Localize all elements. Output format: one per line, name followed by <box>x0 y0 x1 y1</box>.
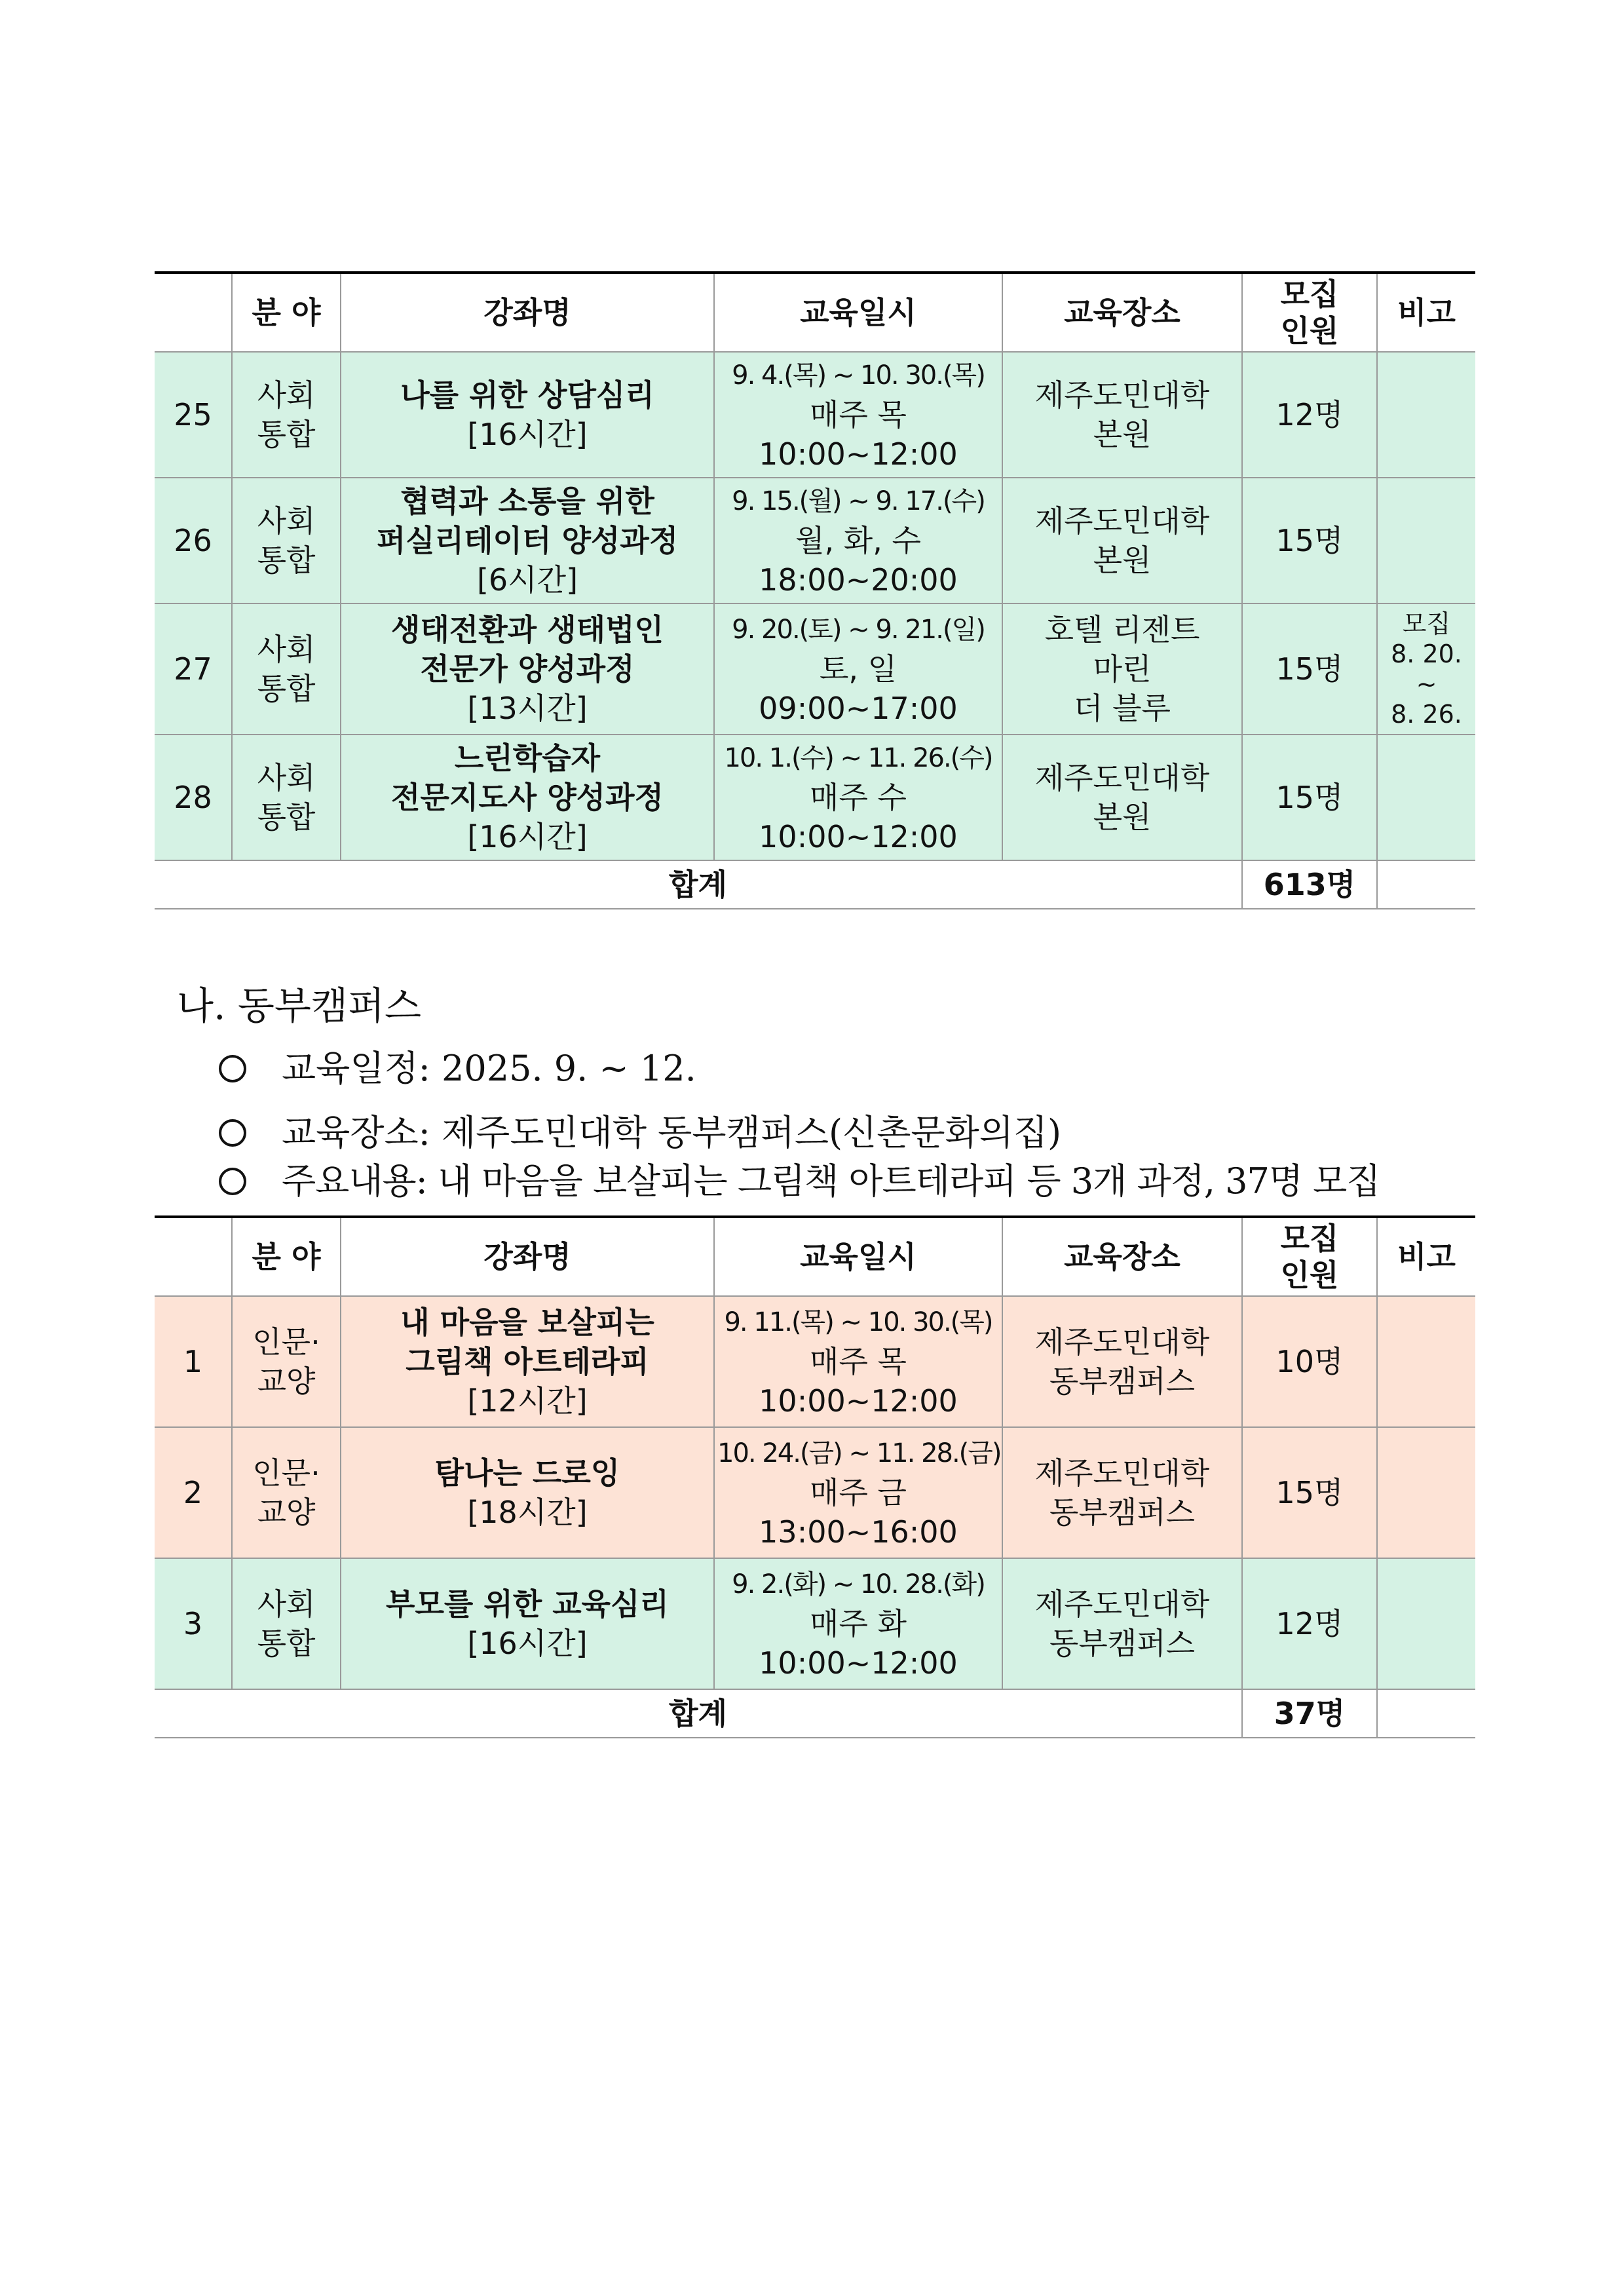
course-hours: [13시간] <box>467 691 588 726</box>
table-row <box>155 1558 1475 1689</box>
total-value: 613명 <box>1242 860 1377 909</box>
course-hours: [16시간] <box>467 819 588 854</box>
row-num: 28 <box>155 735 232 860</box>
table-row <box>155 478 1475 603</box>
course-hours: [18시간] <box>467 1495 588 1530</box>
header-course: 강좌명 <box>341 273 714 352</box>
header-field: 분 야 <box>232 1217 341 1296</box>
row-course <box>341 735 714 860</box>
total-note <box>1377 1689 1475 1738</box>
course-title: 부모를 위한 교육심리 <box>386 1586 669 1622</box>
row-place: 제주도민대학 동부캠퍼스 <box>1002 1558 1242 1689</box>
section-heading: 나. 동부캠퍼스 <box>177 984 422 1028</box>
table-row <box>155 352 1475 478</box>
row-field: 인문· 교양 <box>232 1296 341 1427</box>
row-note <box>1377 1558 1475 1689</box>
course-hours: [6시간] <box>476 562 578 598</box>
row-capacity: 15명 <box>1242 735 1377 860</box>
row-place: 제주도민대학 동부캠퍼스 <box>1002 1296 1242 1427</box>
total-row <box>155 860 1475 909</box>
bullet-item: 교육장소: 제주도민대학 동부캠퍼스(신촌문화의집) <box>219 1110 1061 1156</box>
row-course <box>341 352 714 478</box>
table-row <box>155 603 1475 735</box>
row-course <box>341 1296 714 1427</box>
header-place: 교육장소 <box>1002 273 1242 352</box>
row-place: 제주도민대학 본원 <box>1002 735 1242 860</box>
row-capacity: 10명 <box>1242 1296 1377 1427</box>
row-note <box>1377 478 1475 603</box>
course-title: 탐나는 드로잉 <box>434 1455 620 1491</box>
total-row <box>155 1689 1475 1738</box>
table-header-row <box>155 1217 1475 1296</box>
header-note: 비고 <box>1377 1217 1475 1296</box>
row-note <box>1377 1296 1475 1427</box>
row-course <box>341 1558 714 1689</box>
row-place: 제주도민대학 동부캠퍼스 <box>1002 1427 1242 1558</box>
row-capacity: 15명 <box>1242 603 1377 735</box>
total-label: 합계 <box>155 1689 1242 1738</box>
header-place: 교육장소 <box>1002 1217 1242 1296</box>
row-note <box>1377 735 1475 860</box>
bullet-item: 주요내용: 내 마음을 보살피는 그림책 아트테라피 등 3개 과정, 37명 모집 <box>219 1158 1380 1204</box>
total-label: 합계 <box>155 860 1242 909</box>
course-title: 내 마음을 보살피는 <box>400 1305 654 1340</box>
row-field: 사회 통합 <box>232 735 341 860</box>
table-row <box>155 735 1475 860</box>
header-capacity-line1: 모집 <box>1280 1221 1339 1256</box>
header-capacity-line2: 인원 <box>1280 313 1339 349</box>
row-capacity: 12명 <box>1242 352 1377 478</box>
row-schedule: 10. 1.(수) ~ 11. 26.(수) 매주 수 10:00~12:00 <box>714 735 1002 860</box>
row-course <box>341 1427 714 1558</box>
table-row <box>155 1427 1475 1558</box>
circle-bullet-icon <box>219 1158 282 1204</box>
row-note <box>1377 1427 1475 1558</box>
circle-bullet-icon <box>219 1110 282 1156</box>
course-title-line2: 그림책 아트테라피 <box>406 1344 649 1379</box>
row-field: 사회 통합 <box>232 1558 341 1689</box>
row-field: 인문· 교양 <box>232 1427 341 1558</box>
course-title-line2: 전문가 양성과정 <box>420 651 635 687</box>
row-note: 모집 8. 20. ~ 8. 26. <box>1377 603 1475 735</box>
row-course <box>341 478 714 603</box>
course-hours: [16시간] <box>467 417 588 452</box>
course-title: 느린학습자 <box>454 740 601 776</box>
row-num: 25 <box>155 352 232 478</box>
header-num <box>155 1217 232 1296</box>
row-schedule: 9. 20.(토) ~ 9. 21.(일) 토, 일 09:00~17:00 <box>714 603 1002 735</box>
row-schedule: 9. 15.(월) ~ 9. 17.(수) 월, 화, 수 18:00~20:00 <box>714 478 1002 603</box>
course-title-line2: 퍼실리테이터 양성과정 <box>376 523 679 558</box>
row-num: 27 <box>155 603 232 735</box>
course-table-main-campus <box>155 271 1475 909</box>
row-schedule: 10. 24.(금) ~ 11. 28.(금) 매주 금 13:00~16:00 <box>714 1427 1002 1558</box>
header-schedule: 교육일시 <box>714 1217 1002 1296</box>
row-field: 사회 통합 <box>232 603 341 735</box>
course-title-line2: 전문지도사 양성과정 <box>391 780 664 815</box>
total-value: 37명 <box>1242 1689 1377 1738</box>
row-place: 제주도민대학 본원 <box>1002 352 1242 478</box>
row-place: 제주도민대학 본원 <box>1002 478 1242 603</box>
row-num: 3 <box>155 1558 232 1689</box>
row-field: 사회 통합 <box>232 352 341 478</box>
row-capacity: 15명 <box>1242 1427 1377 1558</box>
total-note <box>1377 860 1475 909</box>
course-hours: [16시간] <box>467 1626 588 1661</box>
course-hours: [12시간] <box>467 1383 588 1419</box>
header-schedule: 교육일시 <box>714 273 1002 352</box>
header-num <box>155 273 232 352</box>
row-course <box>341 603 714 735</box>
header-note: 비고 <box>1377 273 1475 352</box>
header-course: 강좌명 <box>341 1217 714 1296</box>
row-schedule: 9. 4.(목) ~ 10. 30.(목) 매주 목 10:00~12:00 <box>714 352 1002 478</box>
row-num: 2 <box>155 1427 232 1558</box>
bullet-item: 교육일정: 2025. 9. ~ 12. <box>219 1046 696 1092</box>
header-capacity-line1: 모집 <box>1280 277 1339 312</box>
course-title: 협력과 소통을 위한 <box>400 484 654 519</box>
course-title: 나를 위한 상담심리 <box>400 377 654 413</box>
row-note <box>1377 352 1475 478</box>
header-capacity <box>1242 1217 1377 1296</box>
header-field: 분 야 <box>232 273 341 352</box>
row-num: 1 <box>155 1296 232 1427</box>
table-row <box>155 1296 1475 1427</box>
row-field: 사회 통합 <box>232 478 341 603</box>
course-table-east-campus <box>155 1215 1475 1738</box>
row-schedule: 9. 11.(목) ~ 10. 30.(목) 매주 목 10:00~12:00 <box>714 1296 1002 1427</box>
header-capacity-line2: 인원 <box>1280 1257 1339 1293</box>
row-capacity: 12명 <box>1242 1558 1377 1689</box>
row-place: 호텔 리젠트 마린 더 블루 <box>1002 603 1242 735</box>
row-num: 26 <box>155 478 232 603</box>
circle-bullet-icon <box>219 1046 282 1092</box>
course-title: 생태전환과 생태법인 <box>391 612 664 647</box>
header-capacity <box>1242 273 1377 352</box>
row-capacity: 15명 <box>1242 478 1377 603</box>
table-header-row <box>155 273 1475 352</box>
row-schedule: 9. 2.(화) ~ 10. 28.(화) 매주 화 10:00~12:00 <box>714 1558 1002 1689</box>
